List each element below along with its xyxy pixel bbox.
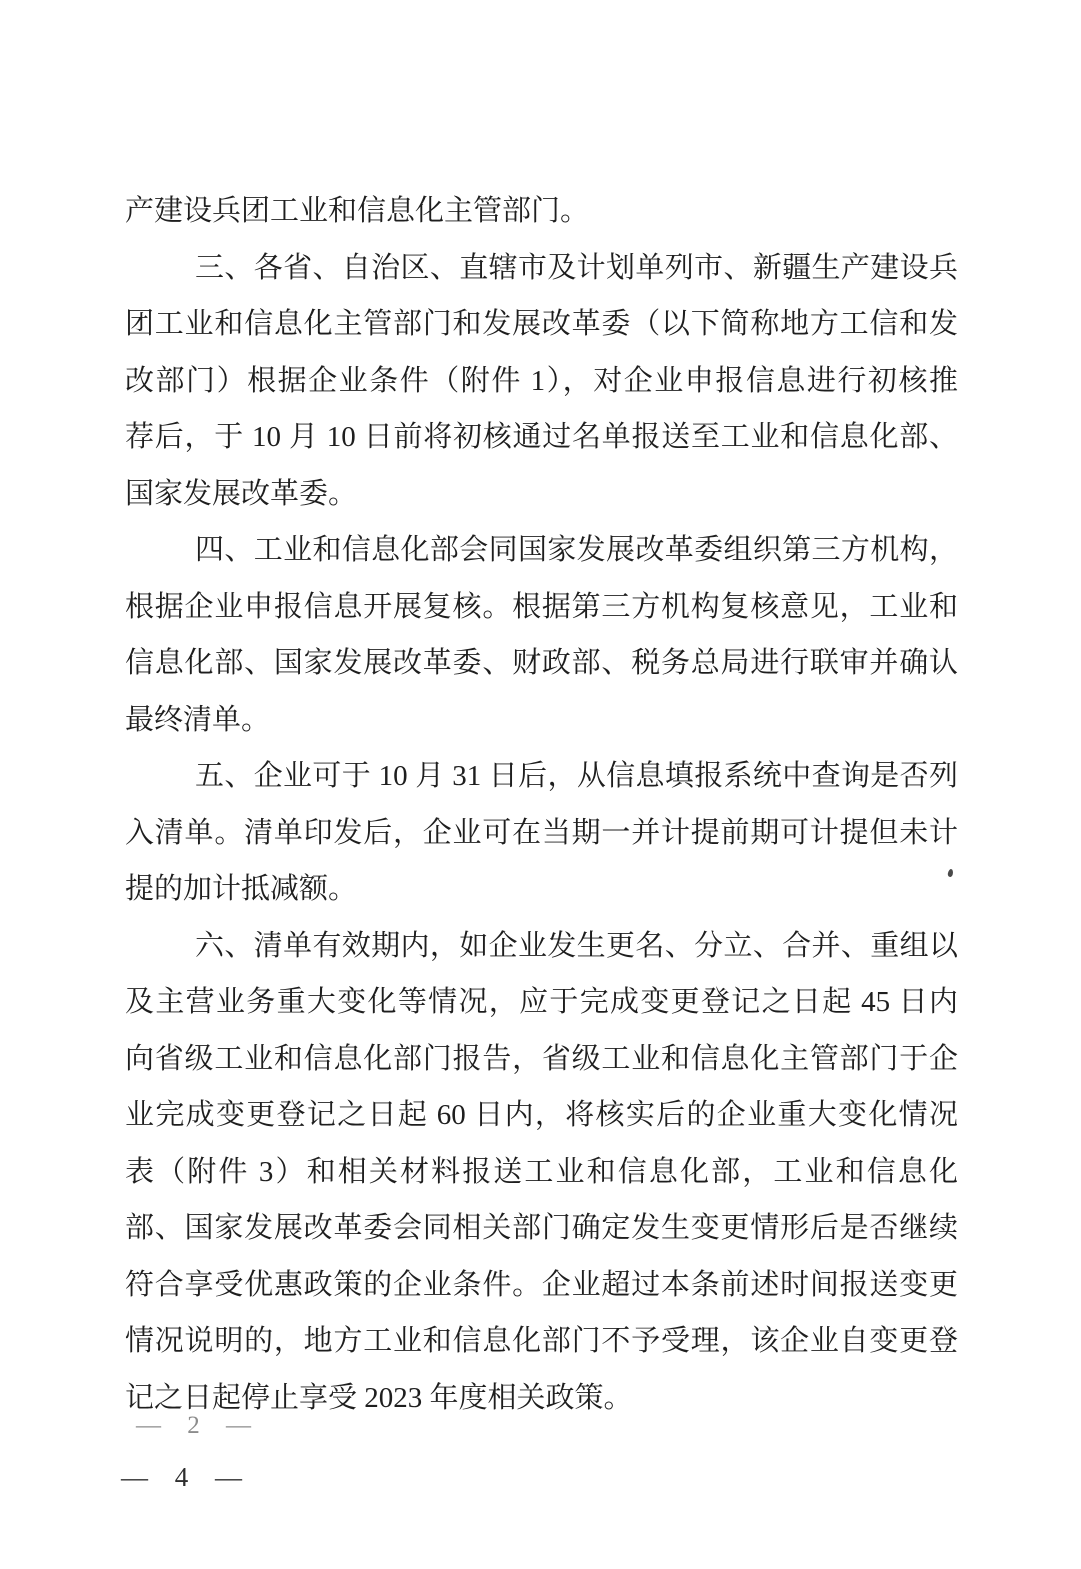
page-number-faded: — 2 — [136,1412,253,1439]
document-line: 向省级工业和信息化部门报告，省级工业和信息化主管部门于企 [125,1042,958,1075]
document-line: 根据企业申报信息开展复核。根据第三方机构复核意见，工业和 [125,590,958,623]
document-line: 六、清单有效期内，如企业发生更名、分立、合并、重组以 [195,929,958,962]
document-body [125,183,958,1426]
document-line: 三、各省、自治区、直辖市及计划单列市、新疆生产建设兵 [195,251,958,284]
document-line: 及主营业务重大变化等情况，应于完成变更登记之日起 45 日内 [125,986,958,1018]
document-line: 符合享受优惠政策的企业条件。企业超过本条前述时间报送变更 [125,1268,958,1301]
document-line: 部、国家发展改革委会同相关部门确定发生变更情形后是否继续 [125,1212,958,1244]
document-line: 国家发展改革委。 [125,477,358,510]
document-line: 四、工业和信息化部会同国家发展改革委组织第三方机构， [195,534,958,566]
document-line: 改部门）根据企业条件（附件 1），对企业申报信息进行初核推 [125,364,958,397]
document-line: 情况说明的，地方工业和信息化部门不予受理，该企业自变更登 [125,1325,958,1357]
document-line: 产建设兵团工业和信息化主管部门。 [125,195,590,227]
document-line: 团工业和信息化主管部门和发展改革委（以下简称地方工信和发 [125,308,958,340]
document-line: 业完成变更登记之日起 60 日内，将核实后的企业重大变化情况 [125,1099,958,1131]
document-line: 入清单。清单印发后，企业可在当期一并计提前期可计提但未计 [125,816,958,849]
document-line: 信息化部、国家发展改革委、财政部、税务总局进行联审并确认 [125,647,958,679]
document-line: 荐后，于 10 月 10 日前将初核通过名单报送至工业和信息化部、 [125,421,958,453]
document-line: 最终清单。 [125,703,271,736]
page-number: — 4 — [121,1462,243,1492]
document-line: 五、企业可于 10 月 31 日后，从信息填报系统中查询是否列 [195,760,958,792]
document-line: 提的加计抵减额。 [125,873,358,905]
document-line: 表（附件 3）和相关材料报送工业和信息化部，工业和信息化 [125,1155,958,1188]
document-line: 记之日起停止享受 2023 年度相关政策。 [125,1381,633,1414]
